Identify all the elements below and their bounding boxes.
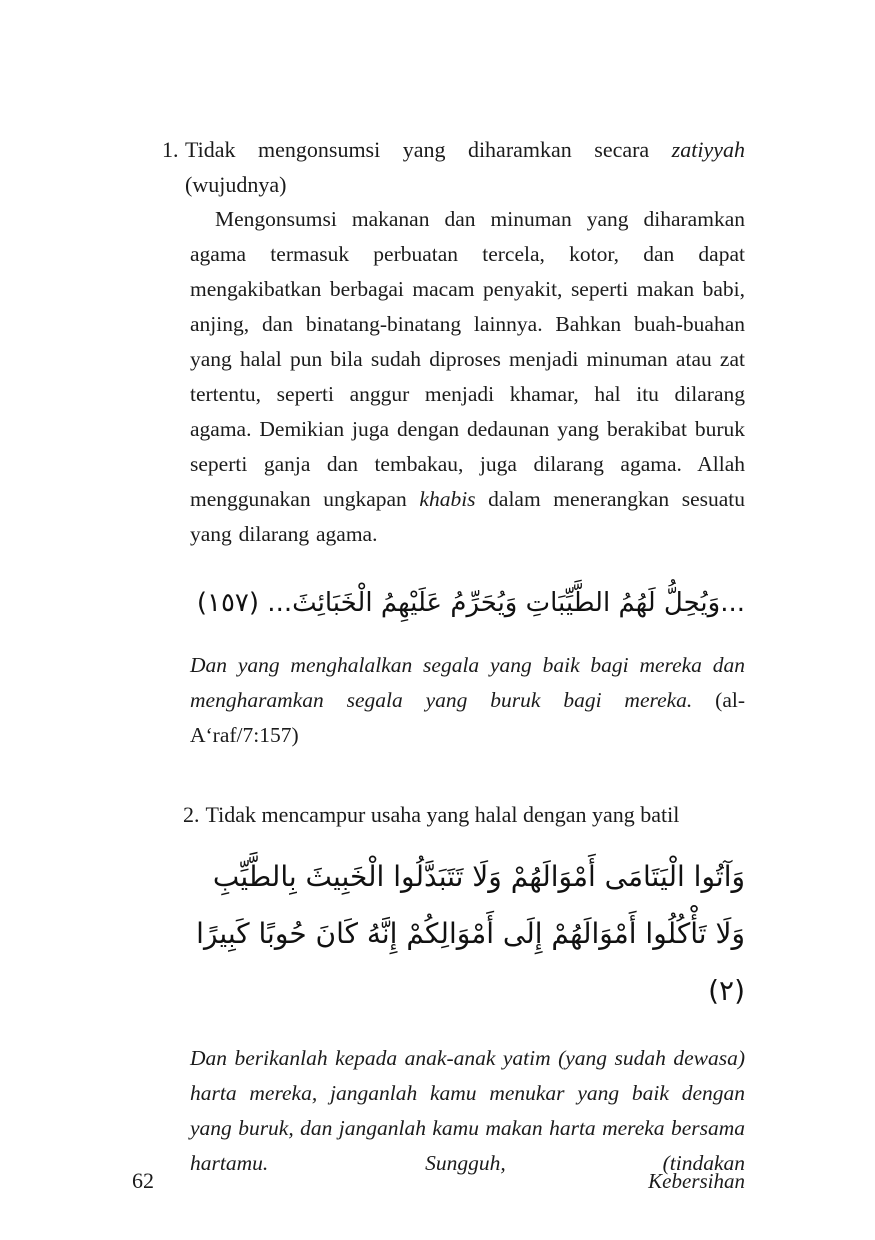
item-1-heading-line2: (wujudnya) xyxy=(185,172,287,197)
translation-text: Dan yang menghalalkan segala yang baik bagi mereka dan mengharamkan segala yang buruk bagi mereka. xyxy=(190,653,745,712)
page-content xyxy=(162,132,745,1181)
page-number: 62 xyxy=(132,1168,154,1193)
section-item-2-heading xyxy=(183,797,745,832)
item-1-heading-emphasis: zatiyyah xyxy=(671,137,745,162)
page-footer xyxy=(132,1168,745,1194)
verse-citation: (al-A‘raf/7:157) xyxy=(190,688,745,747)
quran-verse-arabic-2: وَآتُوا الْيَتَامَى أَمْوَالَهُمْ وَلَا تَتَبَدَّلُوا الْخَبِيثَ بِالطَّيِّبِ وَلَا تَأْكُلُوا أَمْوَالَهُمْ إِلَى أَمْوَالِكُمْ إِنَّهُ كَانَ حُوبًا كَبِيرًا (٢) xyxy=(196,860,745,1007)
item-2-heading-text: Tidak mencampur usaha yang halal dengan yang batil xyxy=(205,802,680,827)
item-1-heading-line1 xyxy=(185,132,745,167)
paragraph-emphasis: khabis xyxy=(419,487,476,511)
item-2-number: 2. xyxy=(183,802,200,827)
item-1-heading-text: Tidak mengonsumsi yang diharamkan secara xyxy=(185,137,672,162)
quran-verse-arabic-157: ...وَيُحِلُّ لَهُمُ الطَّيِّبَاتِ وَيُحَرِّمُ عَلَيْهِمُ الْخَبَائِثَ... (١٥٧) xyxy=(196,588,745,618)
paragraph-text-before: Mengonsumsi makanan dan minuman yang diharamkan agama termasuk perbuatan tercela, kotor, dan dapat mengakibatkan berbagai macam penyakit, seperti makan babi, anjing, dan binatang-binatang lainnya. Bahkan buah-buahan yang halal pun bila sudah diproses menjadi minuman atau zat tertentu, seperti anggur menjadi khamar, hal itu dilarang agama. Demikian juga dengan dedaunan yang berakibat buruk seperti ganja dan tembakau, juga dilarang agama. Allah menggunakan ungkapan xyxy=(190,207,745,511)
verse-translation-157 xyxy=(190,648,745,753)
verse-translation-2: Dan berikanlah kepada anak-anak yatim (yang sudah dewasa) harta mereka, janganlah kamu menukar yang baik dengan yang buruk, dan janganlah kamu makan harta mereka bersama hartamu. Sungguh, (tindakan xyxy=(190,1046,745,1175)
section-item-1-heading xyxy=(162,132,745,202)
item-1-number: 1. xyxy=(162,137,179,162)
running-title: Kebersihan xyxy=(648,1169,745,1193)
paragraph-text-after: dalam menerangkan sesuatu yang dilarang agama. xyxy=(190,487,745,546)
body-paragraph xyxy=(190,202,745,552)
